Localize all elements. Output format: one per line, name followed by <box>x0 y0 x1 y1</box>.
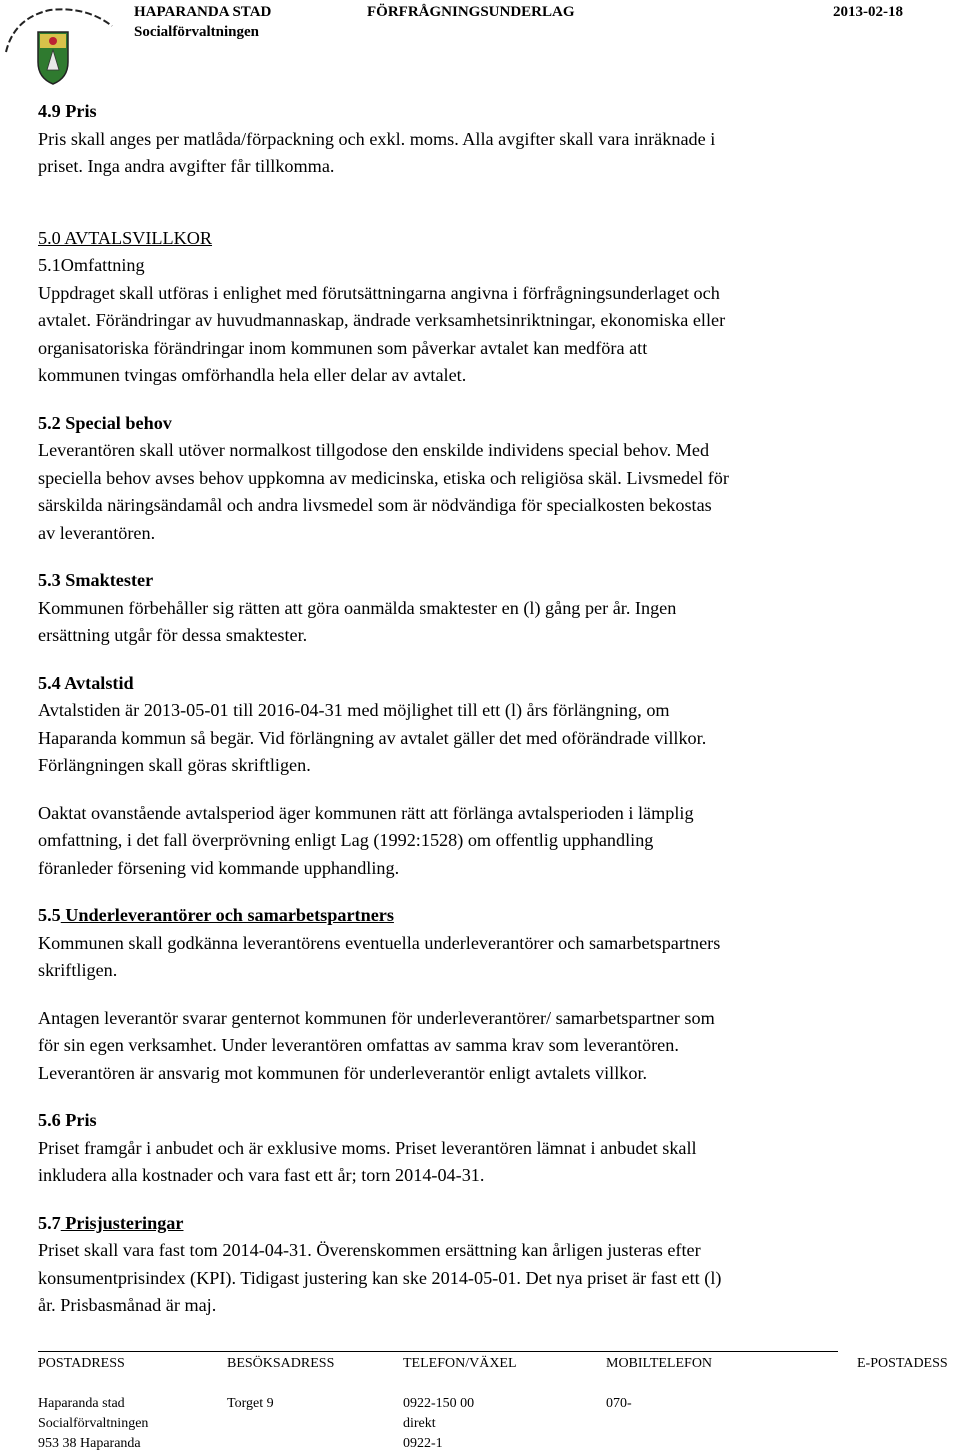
section-heading-5-6: 5.6 Pris <box>38 1110 97 1130</box>
section-heading-5-0: 5.0 AVTALSVILLKOR <box>38 227 213 248</box>
paragraph-line: Pris skall anges per matlåda/förpackning och exkl. moms. Alla avgifter skall vara inräknade i <box>38 128 716 149</box>
section-number: 5.3 <box>38 570 61 590</box>
haparanda-coat-of-arms-icon <box>0 0 120 86</box>
section-title: Avtalstid <box>60 672 134 693</box>
paragraph-line: Priset skall vara fast tom 2014-04-31. Överenskommen ersättning kan årligen justeras efter <box>38 1240 701 1260</box>
paragraph-line: konsumentprisindex (KPI). Tidigast justering kan ske 2014-05-01. Det nya priset är fast ett (l) <box>38 1267 722 1288</box>
paragraph-line: Kommunen skall godkänna leverantörens eventuella underleverantörer och samarbetspartners <box>38 932 721 953</box>
section-title: Prisjusteringar <box>60 1212 184 1233</box>
section-title: Special behov <box>60 412 172 433</box>
header-dept: Socialförvaltningen <box>134 24 260 40</box>
paragraph-line: särskilda näringsändamål och andra livsmedel som är nödvändiga för specialkosten bekostas <box>38 495 712 515</box>
footer-post-line-2: Socialförvaltningen <box>38 1416 149 1431</box>
paragraph-line: Oaktat ovanstående avtalsperiod äger kommunen rätt att förlänga avtalsperioden i lämplig <box>38 802 694 823</box>
paragraph-line: av leverantören. <box>38 522 156 543</box>
paragraph-line: organisatoriska förändringar inom kommunen som påverkar avtalet kan medföra att <box>38 337 648 358</box>
section-number: 5.4 <box>38 672 61 693</box>
paragraph-line: Leverantören är ansvarig mot kommunen för underleverantör enligt avtalets villkor. <box>38 1062 648 1083</box>
paragraph-line: inkludera alla kostnader och vara fast ett år; torn 2014-04-31. <box>38 1165 485 1185</box>
paragraph-line: år. Prisbasmånad är maj. <box>38 1295 217 1315</box>
footer-post-line-1: Haparanda stad <box>38 1396 125 1411</box>
section-heading-5-3 <box>38 567 858 595</box>
paragraph-line: avtalet. Förändringar av huvudmannaskap, ändrade verksamhetsinriktningar, ekonomiska eller <box>38 310 726 330</box>
paragraph-line: Förlängningen skall göras skriftligen. <box>38 755 311 775</box>
footer-divider <box>38 1351 838 1352</box>
section-heading-4-9: 4.9 Pris <box>38 101 97 121</box>
section-number: 5.2 <box>38 412 61 433</box>
paragraph-line: Haparanda kommun så begär. Vid förlängning av avtalet gäller det med oförändrade villkor. <box>38 727 707 748</box>
footer-post-line-3: 953 38 Haparanda <box>38 1436 141 1451</box>
paragraph-line: föranleder försening vid kommande upphandling. <box>38 857 400 878</box>
paragraph-line: Antagen leverantör svarar genternot kommunen för underleverantörer/ samarbetspartner som <box>38 1007 715 1028</box>
footer-mobil-label: MOBILTELEFON <box>606 1356 713 1371</box>
paragraph-line: priset. Inga andra avgifter får tillkomma. <box>38 156 335 176</box>
section-title: Underleverantörer och samarbetspartners <box>60 905 394 925</box>
document-body <box>38 98 858 1320</box>
footer-telefon-label: TELEFON/VÄXEL <box>403 1356 517 1371</box>
section-heading-5-2 <box>38 410 858 438</box>
paragraph-line: ersättning utgår för dessa smaktester. <box>38 625 308 645</box>
header-org: HAPARANDA STAD <box>134 4 272 20</box>
footer-tel-line-1: 0922-150 00 <box>403 1396 475 1411</box>
footer-besoksadress-label: BESÖKSADRESS <box>227 1356 335 1371</box>
paragraph-line: skriftligen. <box>38 960 118 980</box>
section-number: 5.5 <box>38 905 61 925</box>
paragraph-line: för sin egen verksamhet. Under leverantören omfattas av samma krav som leverantören. <box>38 1035 679 1055</box>
paragraph-line: Avtalstiden är 2013-05-01 till 2016-04-31 med möjlighet till ett (l) års förlängning, om <box>38 700 670 720</box>
paragraph-line: Priset framgår i anbudet och är exklusive moms. Priset leverantören lämnat i anbudet skall <box>38 1137 697 1158</box>
paragraph-line: speciella behov avses behov uppkomna av medicinska, etiska och religiösa skäl. Livsmedel för <box>38 467 729 488</box>
footer-epost-label: E-POSTADESS <box>857 1356 948 1371</box>
paragraph-line: Leverantören skall utöver normalkost tillgodose den enskilde individens special behov. Med <box>38 440 710 460</box>
section-heading-5-5 <box>38 902 858 930</box>
paragraph-line: omfattning, i det fall överprövning enligt Lag (1992:1528) om offentlig upphandling <box>38 830 654 850</box>
header-date: 2013-02-18 <box>833 4 903 20</box>
section-heading-5-4 <box>38 670 858 698</box>
footer-mobil-line-1: 070- <box>606 1396 632 1411</box>
footer-postadress-label: POSTADRESS <box>38 1356 125 1371</box>
section-heading-5-1: 5.1Omfattning <box>38 255 145 275</box>
paragraph-line: Kommunen förbehåller sig rätten att göra oanmälda smaktester en (l) gång per år. Ingen <box>38 597 677 618</box>
section-heading-5-7 <box>38 1210 858 1238</box>
footer-tel-line-2: direkt <box>403 1416 436 1431</box>
paragraph-line: kommunen tvingas omförhandla hela eller delar av avtalet. <box>38 365 467 385</box>
section-number: 5.7 <box>38 1212 61 1233</box>
footer-besok-line-1: Torget 9 <box>227 1396 274 1411</box>
section-title: Smaktester <box>60 570 154 590</box>
header-doc-type: FÖRFRÅGNINGSUNDERLAG <box>367 4 575 20</box>
footer-tel-line-3: 0922-1 <box>403 1436 443 1451</box>
paragraph-line: Uppdraget skall utföras i enlighet med förutsättningarna angivna i förfrågningsunderlaget och <box>38 282 720 303</box>
